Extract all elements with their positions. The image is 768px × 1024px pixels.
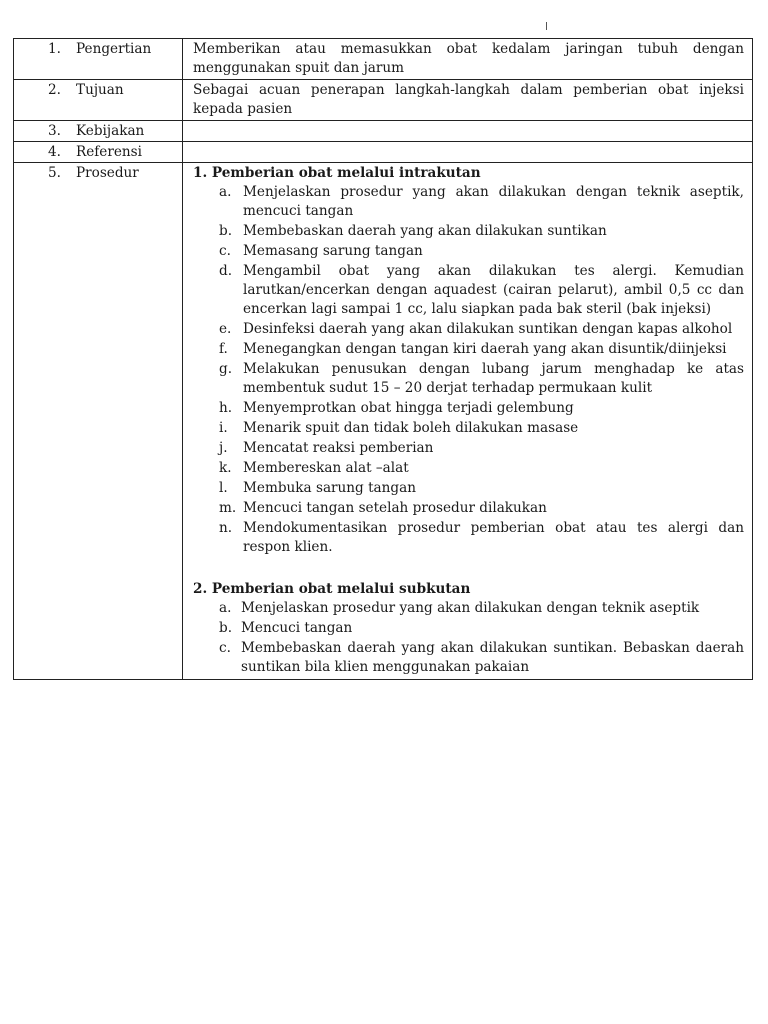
step-text: Menjelaskan prosedur yang akan dilakukan dengan teknik aseptik [241, 600, 700, 616]
step-text: Memasang sarung tangan [243, 243, 423, 259]
row-label: Kebijakan [76, 123, 145, 139]
procedure-step [193, 639, 744, 677]
step-text: Menegangkan dengan tangan kiri daerah yang akan disuntik/diinjeksi [243, 341, 727, 357]
table-row [14, 39, 753, 80]
prosedur-content [183, 163, 753, 680]
table-row [14, 80, 753, 121]
step-letter: g. [219, 361, 233, 377]
procedure-step [193, 360, 744, 398]
procedure-step [193, 399, 744, 418]
row-number: 1. [48, 41, 61, 57]
step-letter: e. [219, 321, 232, 337]
step-text: Desinfeksi daerah yang akan dilakukan suntikan dengan kapas alkohol [243, 321, 733, 337]
row-label: Tujuan [76, 82, 124, 98]
step-text: Menjelaskan prosedur yang akan dilakukan dengan teknik aseptik, mencuci tangan [243, 184, 744, 219]
step-letter: a. [219, 600, 232, 616]
procedure-step [193, 459, 744, 478]
step-text: Menyemprotkan obat hingga terjadi gelembung [243, 400, 574, 416]
step-letter: a. [219, 184, 232, 200]
procedure-step [193, 320, 744, 339]
step-text: Membebaskan daerah yang akan dilakukan suntikan [243, 223, 607, 239]
row-label-cell [14, 163, 183, 680]
step-text: Mencuci tangan [241, 620, 353, 636]
table-row [14, 142, 753, 163]
step-letter: b. [219, 620, 233, 636]
step-text: Mencatat reaksi pemberian [243, 440, 434, 456]
section-title: 1. Pemberian obat melalui intrakutan [193, 165, 481, 181]
procedure-step [193, 519, 744, 557]
row-number: 3. [48, 123, 61, 139]
row-number: 5. [48, 165, 61, 181]
step-text: Mencuci tangan setelah prosedur dilakukan [243, 500, 547, 516]
step-letter: i. [219, 420, 228, 436]
section-title: 2. Pemberian obat melalui subkutan [193, 581, 471, 597]
row-label: Pengertian [76, 41, 152, 57]
step-text: Mendokumentasikan prosedur pemberian obat atau tes alergi dan respon klien. [243, 520, 744, 555]
table-row [14, 121, 753, 142]
table-row [14, 163, 753, 680]
row-label: Prosedur [76, 165, 139, 181]
step-letter: h. [219, 400, 233, 416]
step-letter: k. [219, 460, 232, 476]
step-text: Membereskan alat –alat [243, 460, 409, 476]
step-text: Membebaskan daerah yang akan dilakukan suntikan. Bebaskan daerah suntikan bila klien menggunakan pakaian [241, 640, 744, 675]
row-label: Referensi [76, 144, 142, 160]
row-number: 2. [48, 82, 61, 98]
step-letter: m. [219, 500, 237, 516]
procedure-step [193, 619, 744, 638]
row-content: Memberikan atau memasukkan obat kedalam jaringan tubuh dengan menggunakan spuit dan jarum [183, 39, 753, 80]
procedure-step [193, 222, 744, 241]
row-label-cell [14, 142, 183, 163]
procedure-step [193, 340, 744, 359]
row-number: 4. [48, 144, 61, 160]
step-letter: c. [219, 243, 231, 259]
scan-mark [546, 22, 547, 30]
step-text: Mengambil obat yang akan dilakukan tes alergi. Kemudian larutkan/encerkan dengan aquadest (cairan pelarut), ambil 0,5 cc dan encerkan lagi sampai 1 cc, lalu siapkan pada bak steril (bak injeksi) [243, 263, 744, 317]
step-text: Melakukan penusukan dengan lubang jarum menghadap ke atas membentuk sudut 15 – 20 derjat terhadap permukaan kulit [243, 361, 744, 396]
step-letter: j. [219, 440, 228, 456]
procedure-list [193, 183, 744, 557]
procedure-step [193, 499, 744, 518]
procedure-step [193, 599, 744, 618]
row-label-cell [14, 121, 183, 142]
row-content: Sebagai acuan penerapan langkah-langkah dalam pemberian obat injeksi kepada pasien [183, 80, 753, 121]
procedure-step [193, 439, 744, 458]
procedure-list [193, 599, 744, 677]
step-letter: b. [219, 223, 233, 239]
row-label-cell [14, 39, 183, 80]
step-letter: n. [219, 520, 233, 536]
procedure-step [193, 242, 744, 261]
procedure-step [193, 479, 744, 498]
procedure-step [193, 262, 744, 319]
step-letter: f. [219, 341, 228, 357]
step-text: Menarik spuit dan tidak boleh dilakukan masase [243, 420, 579, 436]
row-content [183, 142, 753, 163]
row-content [183, 121, 753, 142]
step-text: Membuka sarung tangan [243, 480, 416, 496]
procedure-step [193, 419, 744, 438]
sop-table [13, 38, 753, 680]
step-letter: c. [219, 640, 231, 656]
step-letter: l. [219, 480, 228, 496]
procedure-step [193, 183, 744, 221]
step-letter: d. [219, 263, 233, 279]
row-label-cell [14, 80, 183, 121]
